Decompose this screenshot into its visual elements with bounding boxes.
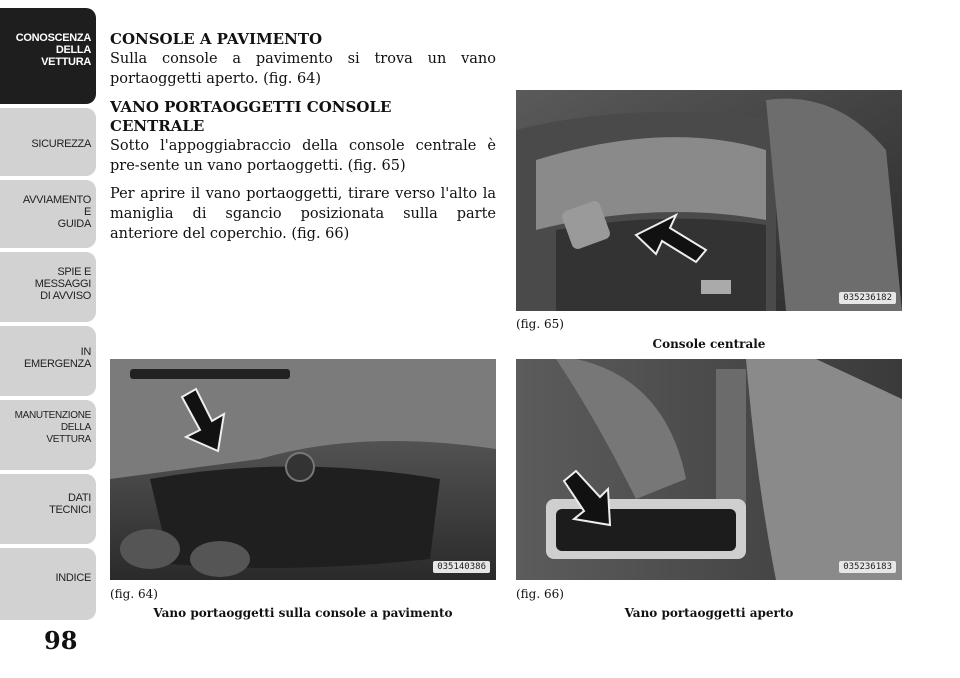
tab-label-line: VETTURA xyxy=(46,434,91,445)
figure-65-label: (fig. 65) xyxy=(516,317,564,331)
tab-label-line: DI AVVISO xyxy=(40,290,91,302)
tab-label-line: DELLA xyxy=(55,44,91,56)
tab-label-line: TECNICI xyxy=(49,504,91,516)
tab-label-line: IN xyxy=(80,346,91,358)
paragraph-vano-console: Sotto l'appoggiabraccio della console centrale è pre-sente un vano portaoggetti. (fig. 65) xyxy=(110,138,496,174)
page-number: 98 xyxy=(44,626,78,655)
tab-label-line: CONOSCENZA xyxy=(15,32,91,44)
tab-label-line: AVVIAMENTO xyxy=(22,194,91,206)
tab-label-line: SICUREZZA xyxy=(31,138,91,150)
figure-66-caption: Vano portaoggetti aperto xyxy=(624,606,794,620)
tab-spie-e-messaggi[interactable] xyxy=(0,252,96,322)
figure-65-caption: Console centrale xyxy=(652,337,766,351)
figure-66-image xyxy=(516,359,902,580)
tab-label-line: DELLA xyxy=(60,422,91,433)
tab-conoscenza-della-vettura[interactable] xyxy=(0,8,96,104)
paragraph-apertura-vano: Per aprire il vano portaoggetti, tirare verso l'alto la maniglia di sgancio posizionata sulla parte anteriore del coperchio. (fig. 66) xyxy=(110,186,496,242)
tab-label-line: VETTURA xyxy=(41,56,91,68)
figure-66-label: (fig. 66) xyxy=(516,587,564,601)
section-heading-vano-console-line1: VANO PORTAOGGETTI CONSOLE xyxy=(110,98,392,116)
tab-avviamento-e-guida[interactable] xyxy=(0,180,96,248)
tab-sicurezza[interactable] xyxy=(0,108,96,176)
figure-code: 035236182 xyxy=(839,292,896,304)
tab-manutenzione-della-vettura[interactable] xyxy=(0,400,96,470)
tab-label-line: EMERGENZA xyxy=(24,358,91,370)
tab-in-emergenza[interactable] xyxy=(0,326,96,396)
paragraph-console-pavimento: Sulla console a pavimento si trova un vano portaoggetti aperto. (fig. 64) xyxy=(110,51,496,87)
tab-label-line: MANUTENZIONE xyxy=(14,410,91,421)
tab-label-line: MESSAGGI xyxy=(34,278,91,290)
tab-label-line: SPIE E xyxy=(57,266,91,278)
figure-64-label: (fig. 64) xyxy=(110,587,158,601)
tab-label-line: GUIDA xyxy=(57,218,91,230)
figure-65-image xyxy=(516,90,902,311)
figure-code: 035140386 xyxy=(433,561,490,573)
section-heading-vano-console-line2: CENTRALE xyxy=(110,117,205,135)
tab-label-line: DATI xyxy=(67,492,91,504)
tab-label-line: E xyxy=(83,206,91,218)
tab-indice[interactable] xyxy=(0,548,96,620)
figure-code: 035236183 xyxy=(839,561,896,573)
figure-64-caption: Vano portaoggetti sulla console a pavimento xyxy=(153,606,453,620)
section-heading-console-pavimento: CONSOLE A PAVIMENTO xyxy=(110,30,323,48)
figure-64-image xyxy=(110,359,496,580)
tab-dati-tecnici[interactable] xyxy=(0,474,96,544)
tab-label-line: INDICE xyxy=(55,572,91,584)
